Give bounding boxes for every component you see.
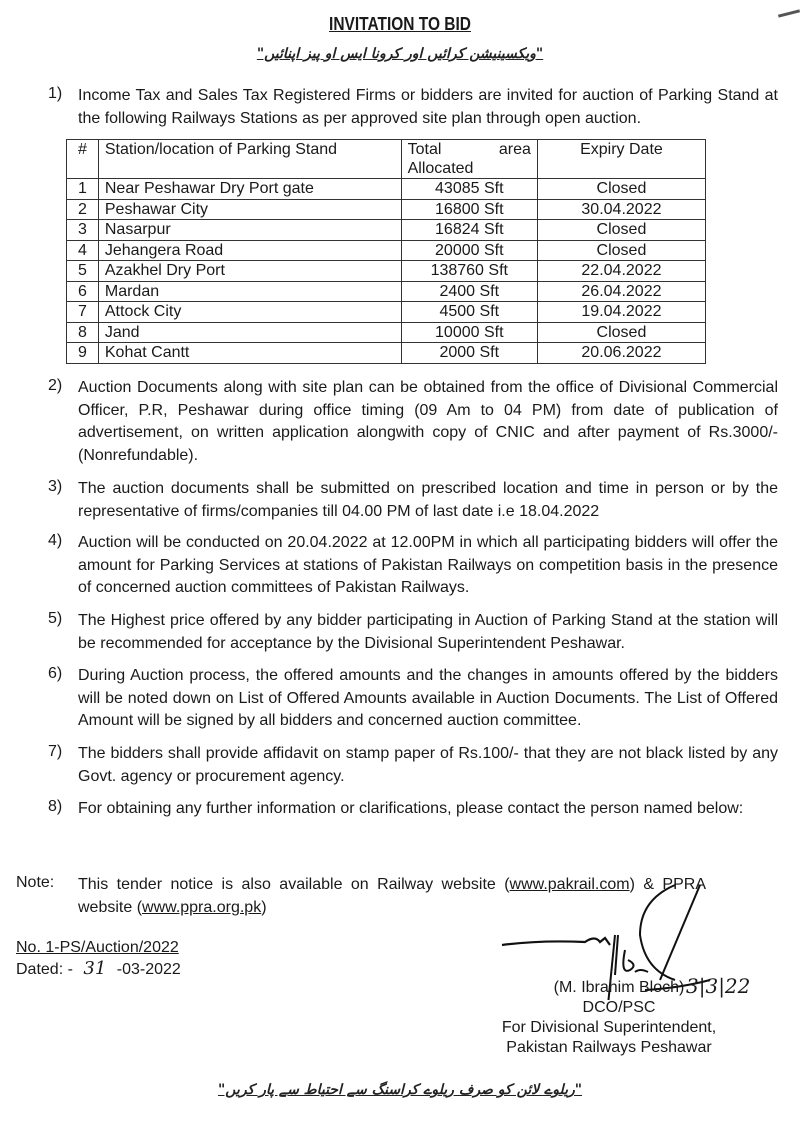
row-expiry: 19.04.2022 [537, 302, 705, 323]
paragraph-number: 8) [48, 798, 63, 815]
table-row [67, 343, 706, 364]
header-station: Station/location of Parking Stand [98, 140, 401, 179]
paragraph-text: The bidders shall provide affidavit on stamp paper of Rs.100/- that they are not black listed by any Govt. agency or procurement agency. [78, 745, 778, 785]
header-area [401, 140, 537, 179]
row-num: 7 [67, 302, 99, 323]
row-num: 1 [67, 179, 99, 200]
row-expiry: 26.04.2022 [537, 281, 705, 302]
row-area: 10000 Sft [401, 322, 537, 343]
row-area: 138760 Sft [401, 261, 537, 282]
table-row [67, 179, 706, 200]
row-expiry: 20.06.2022 [537, 343, 705, 364]
paragraph-number: 4) [48, 532, 63, 549]
row-area: 20000 Sft [401, 240, 537, 261]
row-area: 16824 Sft [401, 220, 537, 241]
row-expiry: Closed [537, 220, 705, 241]
note-label: Note: [16, 874, 55, 891]
row-expiry: Closed [537, 179, 705, 200]
paragraph-text: For obtaining any further information or clarifications, please contact the person named below: [78, 800, 744, 817]
header-area-word2: area [498, 141, 531, 158]
dated-rest: -03-2022 [116, 961, 181, 978]
table-row [67, 281, 706, 302]
paragraph-text: Auction Documents along with site plan can be obtained from the office of Divisional Commercial Officer, P.R, Peshawar during office timing (09 Am to 04 PM) from date of publication of advertisement, on written application alongwith copy of CNIC and after payment of Rs.3000/- (Nonrefundable). [78, 379, 778, 464]
row-station: Nasarpur [98, 220, 401, 241]
row-num: 4 [67, 240, 99, 261]
row-station: Near Peshawar Dry Port gate [98, 179, 401, 200]
document-title: INVITATION TO BID [329, 14, 471, 34]
table-row [67, 199, 706, 220]
paragraph-number: 5) [48, 610, 63, 627]
row-station: Attock City [98, 302, 401, 323]
header-area-word1: Total [407, 141, 442, 158]
header-num: # [67, 140, 99, 179]
row-expiry: Closed [537, 322, 705, 343]
row-area: 2400 Sft [401, 281, 537, 302]
paragraph-text: The Highest price offered by any bidder participating in Auction of Parking Stand at the station will be recommended for acceptance by the Divisional Superintendent Peshawar. [78, 612, 778, 652]
paragraph-number: 6) [48, 665, 63, 682]
row-expiry: 22.04.2022 [537, 261, 705, 282]
row-num: 3 [67, 220, 99, 241]
paragraph-number: 1) [48, 85, 63, 102]
paragraph-text: Auction will be conducted on 20.04.2022 at 12.00PM in which all participating bidders will offer the amount for Parking Services at stations of Pakistan Railways on competition basis in the presence of concerned auction committees of Pakistan Railways. [78, 534, 778, 596]
row-station: Kohat Cantt [98, 343, 401, 364]
table-header-row [67, 140, 706, 179]
row-station: Mardan [98, 281, 401, 302]
railway-website-link[interactable]: www.pakrail.com [509, 876, 630, 893]
signatory-block [484, 978, 734, 1058]
row-area: 2000 Sft [401, 343, 537, 364]
row-area: 16800 Sft [401, 199, 537, 220]
reference-number: No. 1-PS/Auction/2022 [16, 939, 179, 956]
table-row [67, 302, 706, 323]
urdu-slogan-top: "ویکسینیشن کرائیں اور کرونا ایس او پیز اپنائیں" [256, 46, 544, 62]
row-station: Jehangera Road [98, 240, 401, 261]
reference-block [16, 937, 181, 980]
signatory-designation: DCO/PSC [582, 999, 656, 1016]
header-area-word3: Allocated [407, 160, 474, 177]
ppra-website-link[interactable]: www.ppra.org.pk [142, 898, 262, 916]
row-area: 4500 Sft [401, 302, 537, 323]
paragraph-number: 2) [48, 377, 63, 394]
signatory-name: (M. Ibrahim Bloch) [553, 979, 685, 996]
row-station: Jand [98, 322, 401, 343]
table-row [67, 322, 706, 343]
row-station: Azakhel Dry Port [98, 261, 401, 282]
row-expiry: 30.04.2022 [537, 199, 705, 220]
header-expiry: Expiry Date [537, 140, 705, 179]
signatory-line-1: For Divisional Superintendent, [501, 1019, 717, 1036]
handwritten-sign-date: 3|3|22 [686, 974, 751, 998]
row-expiry: Closed [537, 240, 705, 261]
table-row [67, 240, 706, 261]
paragraph-text: Income Tax and Sales Tax Registered Firms or bidders are invited for auction of Parking Stand at the following Railways Stations as per approved site plan through open auction. [78, 87, 778, 127]
reference-date [16, 958, 181, 980]
paragraph-text: The auction documents shall be submitted on prescribed location and time in person or by the representative of firms/companies till 04.00 PM of last date i.e 18.04.2022 [78, 480, 778, 520]
row-num: 8 [67, 322, 99, 343]
row-num: 9 [67, 343, 99, 364]
parking-stand-table [66, 139, 706, 364]
note-text-part: This tender notice is also available on Railway website ( [78, 876, 510, 893]
note-text-part: ) & PPRA website ( [78, 876, 706, 916]
corner-pen-mark [778, 9, 800, 17]
urdu-slogan-bottom: "ریلوے لائن کو صرف ریلوے کراسنگ سے احتیاط سے پار کریں" [217, 1082, 583, 1098]
note-text-part: ) [261, 898, 267, 916]
handwritten-day: 31 [83, 958, 107, 979]
row-num: 2 [67, 199, 99, 220]
table-row [67, 261, 706, 282]
row-num: 6 [67, 281, 99, 302]
row-station: Peshawar City [98, 199, 401, 220]
paragraph-number: 3) [48, 478, 63, 495]
row-area: 43085 Sft [401, 179, 537, 200]
table-row [67, 220, 706, 241]
paragraph-number: 7) [48, 743, 63, 760]
signatory-line-2: Pakistan Railways Peshawar [506, 1039, 712, 1056]
paragraph-text: During Auction process, the offered amounts and the changes in amounts offered by the bidders will be noted down on List of Offered Amounts available in Auction Documents. The List of Offered Amount will be signed by all bidders and concerned auction committee. [78, 667, 778, 729]
dated-label: Dated: - [16, 961, 73, 978]
row-num: 5 [67, 261, 99, 282]
